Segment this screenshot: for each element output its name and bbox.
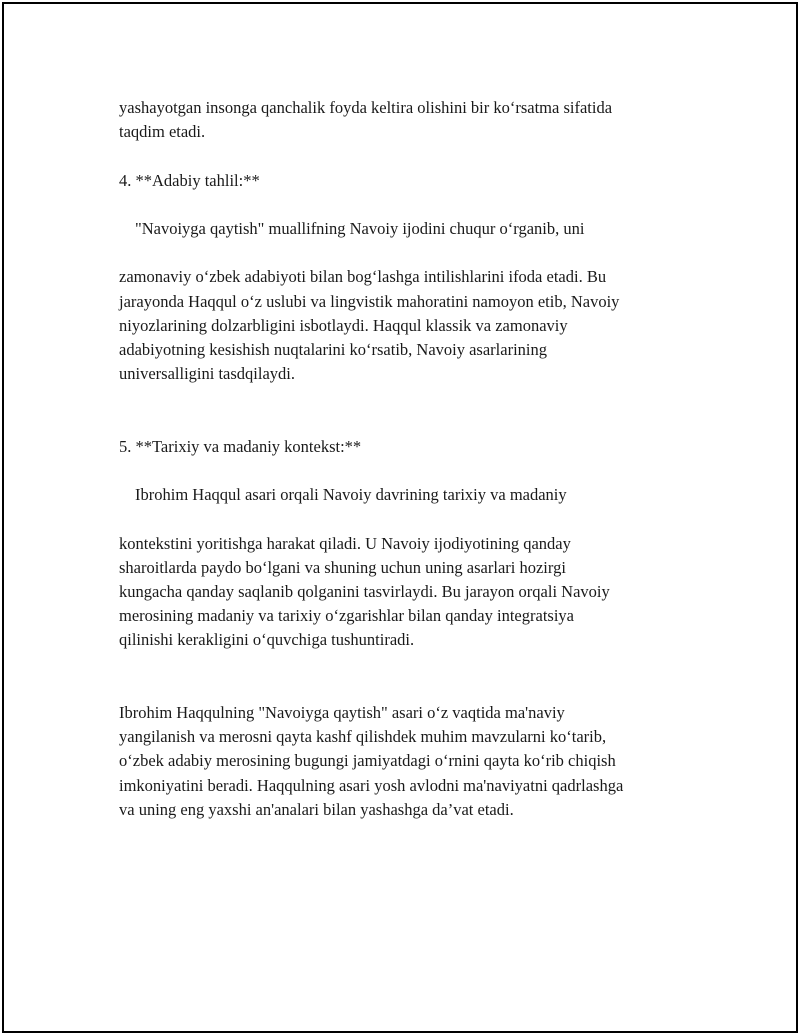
section-body-literary-analysis bbox=[119, 193, 699, 411]
section-body-first-line: Ibrohim Haqqul asari orqali Navoiy davrining tarixiy va madaniy bbox=[135, 485, 567, 505]
conclusion-paragraph: Ibrohim Haqqulning "Navoiyga qaytish" asari o‘z vaqtida ma'naviy yangilanish va merosni qayta kashf qilishdek muhim mavzularni ko‘tarib, o‘zbek adabiy merosining bugungi jamiyatdagi o‘rnini qayta ko‘rib chiqish imkoniyatini beradi. Haqqulning asari yosh avlodni ma'naviyatni qadrlashga va uning eng yaxshi an'analari bilan yashashga da’vat etadi. bbox=[119, 703, 624, 819]
document-body bbox=[119, 96, 699, 846]
section-heading-literary-analysis: 4. **Adabiy tahlil:** bbox=[119, 170, 260, 190]
document-page bbox=[2, 2, 798, 1033]
section-body-first-line: "Navoiyga qaytish" muallifning Navoiy ijodini chuqur o‘rganib, uni bbox=[135, 219, 585, 238]
section-body-text: zamonaviy o‘zbek adabiyoti bilan bog‘lashga intilishlarini ifoda etadi. Bu jarayonda Haqqul o‘z uslubi va lingvistik mahoratini namoyon etib, Navoiy niyozlarining dolzarbligini isbotlaydi. Haqqul klassik va zamonaviy adabiyotning kesishish nuqtalarini ko‘rsatib, Navoiy asarlarining universalligini tasdqilaydi. bbox=[119, 267, 620, 384]
section-heading-historical-context: 5. **Tarixiy va madaniy kontekst:** bbox=[119, 436, 362, 456]
section-body-historical-context bbox=[119, 459, 699, 677]
intro-continuation-paragraph: yashayotgan insonga qanchalik foyda keltira olishini bir ko‘rsatma sifatida taqdim etadi. bbox=[119, 98, 613, 142]
section-body-text: kontekstini yoritishga harakat qiladi. U Navoiy ijodiyotining qanday sharoitlarda paydo bo‘lgani va shuning uchun uning asarlari hozirgi kungacha qanday saqlanib qolganini tasvirlaydi. Bu jarayon orqali Navoiy merosining madaniy va tarixiy o‘zgarishlar bilan qanday integratsiya qilinishi kerakligini o‘quvchiga tushuntiradi. bbox=[119, 533, 610, 650]
